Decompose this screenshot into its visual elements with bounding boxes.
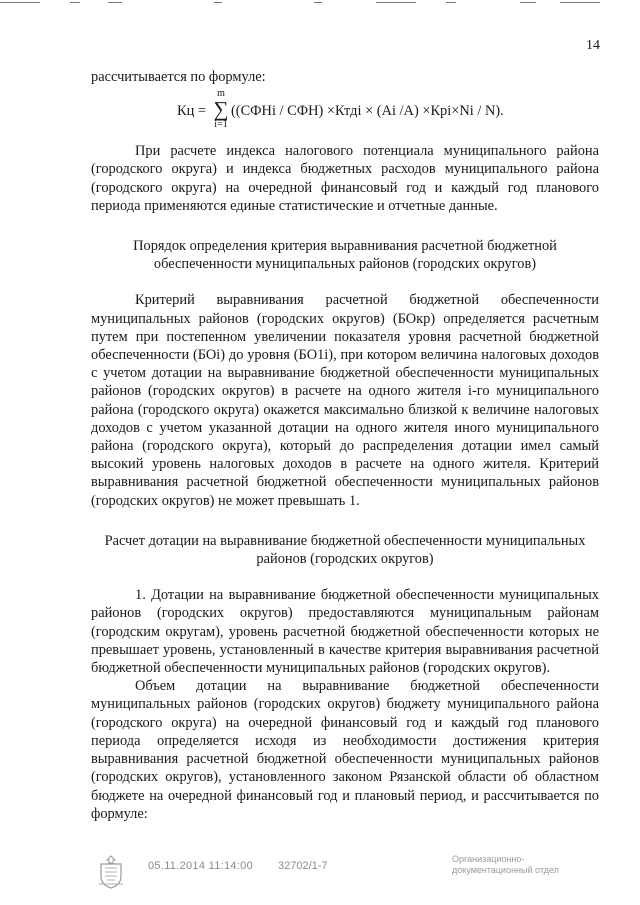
paragraph-item-1: 1. Дотации на выравнивание бюджетной обеспеченности муниципальных районов (городских округов) предоставляются муниципальным районам (городским округам), уровень расчетной бюджетной обеспеченности которых не превышает уровень, установленный в качестве критерия выравнивания расчетной бюджетной обеспеченности муниципальных районов (городских округов).: [91, 587, 599, 677]
footer-stamp: [0, 850, 640, 900]
coat-of-arms-icon: [96, 854, 126, 890]
paragraph-volume: Объем дотации на выравнивание бюджетной обеспеченности муниципальных районов (городских округов) бюджету муниципального района (городского округа) на очередной финансовый год и каждый год планового периода определяется исходя из необходимости достижения критерия выравнивания расчетной бюджетной обеспеченности муниципальных районов (городских округов), установленного законом Рязанской области об областном бюджете на очередной финансовый год и плановый период, и рассчитывается по формуле:: [91, 678, 599, 822]
sum-upper: m: [217, 88, 225, 100]
paragraph-index: При расчете индекса налогового потенциала муниципального района (городского округа) и индекса бюджетных расходов муниципального района (городского округа) на очередной финансовый год и каждый год планового периода применяются единые статистические и отчетные данные.: [91, 143, 599, 214]
stamp-timestamp: 05.11.2014 11:14:00: [148, 860, 253, 872]
stamp-department: [452, 854, 572, 876]
sigma-icon: ∑: [213, 97, 229, 122]
heading-subsidy: Расчет дотации на выравнивание бюджетной обеспеченности муниципальных районов (городских округов): [104, 532, 586, 568]
stamp-doc-number: 32702/1-7: [278, 860, 328, 872]
stamp-department-line-1: Организационно-: [452, 854, 525, 864]
sum-symbol: [211, 88, 231, 130]
formula-rhs: ((СФНi / СФН) ×Ктдi × (Ai /A) ×Крi×Ni / N).: [231, 103, 504, 120]
sum-lower: i=1: [214, 119, 228, 131]
formula-kc: [91, 88, 599, 134]
stamp-department-line-2: документационный отдел: [452, 865, 559, 875]
formula-lhs: Кц =: [177, 103, 207, 120]
paragraph-criterion: Критерий выравнивания расчетной бюджетной обеспеченности муниципальных районов (городских округов) (БОкр) определяется расчетным путем при постепенном увеличении показателя уровня расчетной бюджетной обеспеченности (БОi) до уровня (БО1i), при котором величина налоговых доходов с учетом дотации на выравнивание бюджетной обеспеченности муниципальных районов (городских округов) в расчете на одного жителя i-го муниципального района (городского округа) окажется максимально близкой к величине налоговых доходов с учетом указанной дотации на одного жителя иного муниципального района (городского округа), который до распределения дотации имел самый высокий уровень налоговых доходов в расчете на одного жителя. Критерий выравнивания расчетной бюджетной обеспеченности муниципальных районов (городских округов) не может превышать 1.: [91, 292, 599, 509]
document-body: [91, 68, 599, 823]
intro-line: рассчитывается по формуле:: [91, 69, 266, 85]
page-number: 14: [586, 38, 600, 53]
heading-criterion: Порядок определения критерия выравнивания расчетной бюджетной обеспеченности муниципальных районов (городских округов): [133, 238, 557, 273]
scan-edge-marks: [0, 0, 640, 6]
